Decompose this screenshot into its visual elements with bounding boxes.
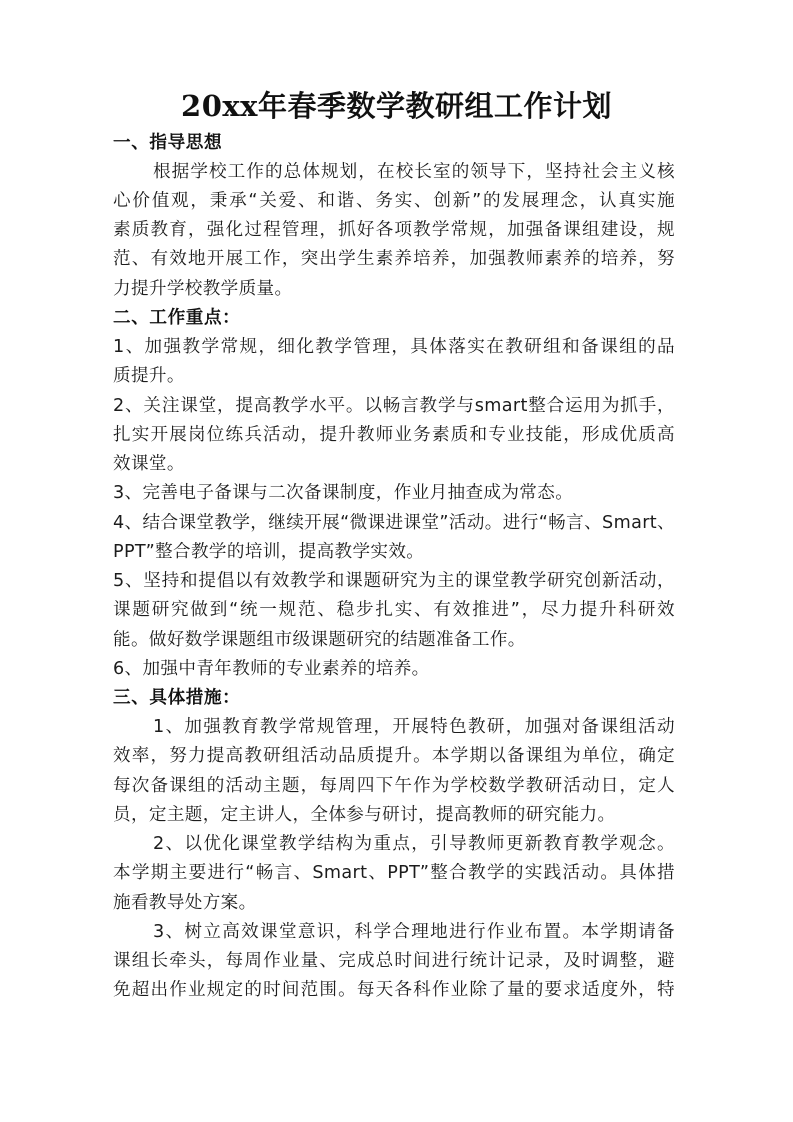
paragraph-line: 3、树立高效课堂意识，科学合理地进行作业布置。本学期请备 [153, 922, 675, 942]
list-item-line: 3、完善电子备课与二次备课制度，作业月抽查成为常态。 [113, 483, 574, 503]
paragraph-line: 素质教育，强化过程管理，抓好各项教学常规，加强备课组建设，规 [113, 220, 675, 240]
paragraph-line: 范、有效地开展工作，突出学生素养培养，加强教师素养的培养，努 [113, 249, 675, 269]
list-item-line: 扎实开展岗位练兵活动，提升教师业务素质和专业技能，形成优质高 [113, 425, 675, 445]
paragraph-line: 课组长牵头，每周作业量、完成总时间进行统计记录，及时调整，避 [113, 951, 675, 971]
section-heading-specific-measures: 三、具体措施： [113, 688, 241, 708]
paragraph-line: 心价值观，秉承“关爱、和谐、务实、创新”的发展理念，认真实施 [113, 191, 675, 211]
paragraph-line: 根据学校工作的总体规划，在校长室的领导下，坚持社会主义核 [153, 162, 675, 182]
paragraph-line: 效率，努力提高教研组活动品质提升。本学期以备课组为单位，确定 [113, 746, 675, 766]
paragraph-line: 力提升学校教学质量。 [113, 279, 293, 299]
list-item-line: 2、关注课堂，提高教学水平。以畅言教学与smart整合运用为抓手， [113, 396, 675, 416]
list-item-line: 6、加强中青年教师的专业素养的培养。 [113, 659, 430, 679]
paragraph-line: 本学期主要进行“畅言、Smart、PPT”整合教学的实践活动。具体措 [113, 863, 675, 883]
list-item-line: 效课堂。 [113, 454, 185, 474]
list-item-line: 1、加强教学常规，细化教学管理，具体落实在教研组和备课组的品 [113, 337, 675, 357]
list-item-line: 5、坚持和提倡以有效教学和课题研究为主的课堂教学研究创新活动， [113, 571, 675, 591]
list-item-line: 能。做好数学课题组市级课题研究的结题准备工作。 [113, 630, 526, 650]
list-item-line: PPT”整合教学的培训，提高教学实效。 [113, 542, 425, 562]
paragraph-line: 2、以优化课堂教学结构为重点，引导教师更新教育教学观念。 [153, 834, 675, 854]
paragraph-line: 1、加强教育教学常规管理，开展特色教研，加强对备课组活动 [153, 717, 675, 737]
list-item-line: 质提升。 [113, 366, 185, 386]
section-heading-work-focus: 二、工作重点： [113, 308, 241, 328]
document-title: 20xx年春季数学教研组工作计划 [181, 89, 612, 123]
section-heading-guiding-ideology: 一、指导思想 [113, 133, 223, 153]
paragraph-line: 免超出作业规定的时间范围。每天各科作业除了量的要求适度外，特 [113, 980, 675, 1000]
list-item-line: 4、结合课堂教学，继续开展“微课进课堂”活动。进行“畅言、Smart、 [113, 513, 675, 533]
paragraph-line: 员，定主题，定主讲人，全体参与研讨，提高教师的研究能力。 [113, 805, 616, 825]
paragraph-line: 施看教导处方案。 [113, 893, 257, 913]
list-item-line: 课题研究做到“统一规范、稳步扎实、有效推进”，尽力提升科研效 [113, 600, 675, 620]
paragraph-line: 每次备课组的活动主题，每周四下午作为学校数学教研活动日，定人 [113, 776, 675, 796]
